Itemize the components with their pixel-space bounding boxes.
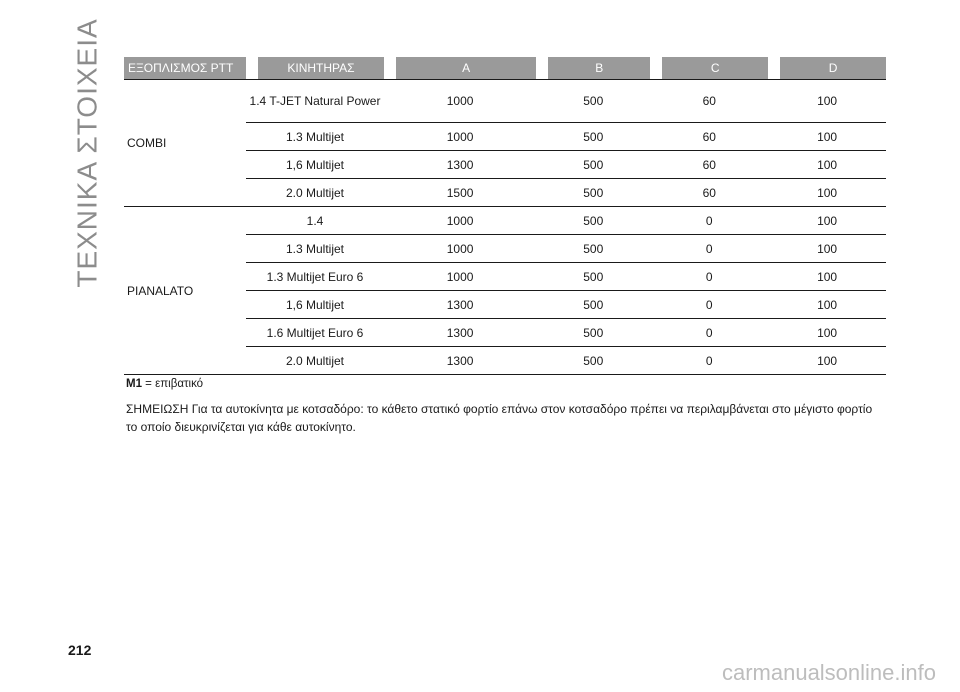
header-b: B [536, 57, 650, 79]
value-b: 500 [536, 263, 650, 291]
value-d: 100 [768, 79, 886, 123]
value-a: 1300 [384, 347, 536, 375]
table-row [124, 79, 886, 123]
value-c: 0 [650, 263, 768, 291]
value-d: 100 [768, 291, 886, 319]
value-d: 100 [768, 123, 886, 151]
value-d: 100 [768, 207, 886, 235]
note-label: M1 [126, 378, 142, 390]
value-a: 1300 [384, 291, 536, 319]
towbar-note-paragraph: ΣΗΜΕΙΩΣΗ Για τα αυτοκίνητα με κοτσαδόρο: το κάθετο στατικό φορτίο επάνω στον κοτσαδόρο πρέπει να περιλαμβάνεται στο μέγιστο φορτίο το οποίο διευκρινίζεται για κάθε αυτοκίνητο. [126, 402, 873, 434]
section-title-text: ΤΕΧΝΙΚΑ ΣΤΟΙΧΕΙΑ [72, 18, 103, 288]
table-header-row [124, 57, 886, 79]
value-b: 500 [536, 79, 650, 123]
value-b: 500 [536, 347, 650, 375]
header-engine: ΚΙΝΗΤΗΡΑΣ [246, 57, 384, 79]
value-d: 100 [768, 263, 886, 291]
table-row [124, 207, 886, 235]
value-c: 0 [650, 291, 768, 319]
value-a: 1500 [384, 179, 536, 207]
engine-cell: 1,6 Multijet [246, 151, 384, 179]
group-pianalato: PIANALATO [124, 207, 246, 375]
value-b: 500 [536, 291, 650, 319]
header-c: C [650, 57, 768, 79]
group-combi: COMBI [124, 79, 246, 207]
value-b: 500 [536, 151, 650, 179]
section-title-vertical [68, 18, 108, 288]
value-b: 500 [536, 319, 650, 347]
watermark: carmanualsonline.info [721, 660, 936, 685]
value-c: 0 [650, 347, 768, 375]
value-c: 0 [650, 235, 768, 263]
value-c: 0 [650, 207, 768, 235]
header-equipment: ΕΞΟΠΛΙΣΜΟΣ ΡΤΤ [124, 57, 246, 79]
value-c: 60 [650, 151, 768, 179]
note-text: = επιβατικό [141, 378, 204, 390]
engine-cell: 1.4 T-JET Natural Power [246, 79, 384, 123]
header-a: A [384, 57, 536, 79]
value-b: 500 [536, 123, 650, 151]
value-d: 100 [768, 179, 886, 207]
engine-cell: 1.6 Multijet Euro 6 [246, 319, 384, 347]
header-d: D [768, 57, 886, 79]
value-a: 1000 [384, 79, 536, 123]
engine-cell: 2.0 Multijet [246, 347, 384, 375]
value-d: 100 [768, 347, 886, 375]
value-a: 1000 [384, 235, 536, 263]
value-d: 100 [768, 319, 886, 347]
value-a: 1300 [384, 319, 536, 347]
engine-cell: 1.3 Multijet Euro 6 [246, 263, 384, 291]
engine-cell: 1.3 Multijet [246, 123, 384, 151]
value-a: 1000 [384, 207, 536, 235]
engine-cell: 1,6 Multijet [246, 291, 384, 319]
value-d: 100 [768, 235, 886, 263]
engine-cell: 1.4 [246, 207, 384, 235]
towing-spec-table [124, 57, 886, 375]
value-a: 1000 [384, 263, 536, 291]
value-b: 500 [536, 235, 650, 263]
value-b: 500 [536, 207, 650, 235]
legend-note [126, 378, 203, 390]
engine-cell: 1.3 Multijet [246, 235, 384, 263]
value-b: 500 [536, 179, 650, 207]
value-c: 60 [650, 179, 768, 207]
value-c: 60 [650, 79, 768, 123]
engine-cell: 2.0 Multijet [246, 179, 384, 207]
value-c: 0 [650, 319, 768, 347]
page-number: 212 [68, 642, 92, 658]
value-a: 1300 [384, 151, 536, 179]
value-c: 60 [650, 123, 768, 151]
value-a: 1000 [384, 123, 536, 151]
value-d: 100 [768, 151, 886, 179]
